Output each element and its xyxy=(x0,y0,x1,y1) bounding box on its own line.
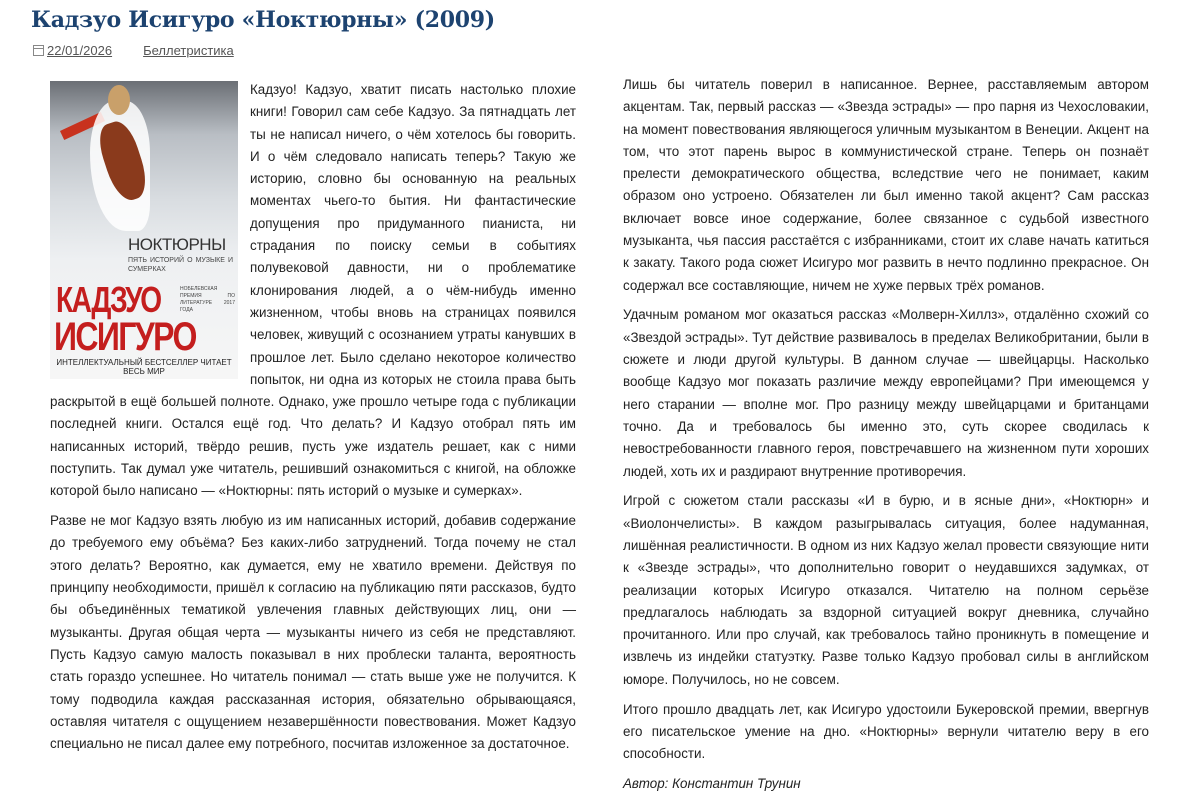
page-title: Кадзуо Исигуро «Ноктюрны» (2009) xyxy=(31,7,495,33)
paragraph: Удачным романом мог оказаться рассказ «Молверн-Хиллз», отдалённо схожий со «Звездой эстрады». Тут действие развивалось в пределах Великобритании, были в сюжете и люди другой культуры. В данном случае — швейцарцы. Насколько вообще Кадзуо мог показать различие между европейцами? При имеющемся у него старании — вполне мог. Про разницу между швейцарцами и британцами точно. Да и требовалось бы именно это, суть скорее сводилась к невостребованности главного героя, повстречавшего на жизненном пути хороших людей, хоть их и раздирают внутренние противоречия. xyxy=(623,307,1149,479)
paragraph: Кадзуо! Кадзуо, хватит писать настолько плохие книги! Говорил сам себе Кадзуо. За пятнадцать лет ты не написал ничего, о чём хотелось бы говорить. И о чём следовало написать теперь? Такую же историю, словно бы основанную на реальных моментах чьего-то бытия. Ни фантастические допущения про придуманного пианиста, ни страдания по поиску семьи в событиях полувековой давности, ни о проблематике клонирования людей, а о чём-нибудь именно жизненном, чтобы вновь на страницах появился человек, живущий с осознанием утраты канувших в прошлое лет. Было сделано некоторое количество попыток, ни одна из которых не стоила права быть раскрытой в ещё большей полноте. Однако, уже прошло четыре года с публикации последней книги. Остался ещё год. Что делать? И Кадзуо отобрал пять им написанных историй, твёрдо решив, пусть уже издатель решает, как с ними поступить. Так думал уже читатель, решивший ознакомиться с книгой, на обложке которой было написано — «Ноктюрны: пять историй о музыке и сумерках». xyxy=(50,82,576,499)
cover-tagline: ИНТЕЛЛЕКТУАЛЬНЫЙ БЕСТСЕЛЛЕР ЧИТАЕТ ВЕСЬ МИР xyxy=(56,358,232,376)
paragraph: Игрой с сюжетом стали рассказы «И в бурю, и в ясные дни», «Ноктюрн» и «Виолончелисты». В каждом разыгрывалась ситуация, более надуманная, лишённая реалистичности. В одном из них Кадзуо желал провести связующие нити к «Звезде эстрады», что дополнительно говорит о неудавшихся задумках, от реализации которых Исигуро отказался. Читателю на полном серьёзе предлагалось наблюдать за вздорной ситуацией вокруг дневника, случайно прочитанного. Или про случай, как требовалось тайно проникнуть в помещение и извлечь из индейки статуэтку. Разве только Кадзуо пробовал силы в английском юморе. Получилось, но не совсем. xyxy=(623,493,1149,687)
cover-subtitle: ПЯТЬ ИСТОРИЙ О МУЗЫКЕ И СУМЕРКАХ xyxy=(128,257,233,273)
calendar-icon xyxy=(33,45,44,56)
cover-author-first: КАДЗУО xyxy=(56,279,161,320)
article-left-column xyxy=(50,79,576,763)
author-signature: Автор: Константин Трунин xyxy=(623,775,801,791)
post-meta xyxy=(33,43,234,58)
cover-prize: НОБЕЛЕВСКАЯ ПРЕМИЯ ПО ЛИТЕРАТУРЕ 2017 ГОДА xyxy=(180,286,235,313)
book-cover-image xyxy=(50,81,238,379)
category-link[interactable]: Беллетристика xyxy=(143,43,234,58)
post-date-link[interactable]: 22/01/2026 xyxy=(47,43,113,58)
article-right-column xyxy=(623,74,1149,803)
paragraph: Лишь бы читатель поверил в написанное. Вернее, расставляемым автором акцентам. Так, первый рассказ — «Звезда эстрады» — про парня из Чехословакии, на момент повествования являющегося уличным музыкантом в Венеции. Акцент на том, что этот парень вырос в коммунистической стране. Теперь он познаёт прелести демократического общества, вследствие чего не понимает, каким образом оно устроено. Обязателен ли был именно такой акцент? Сам рассказ включает вовсе иное содержание, более связанное с судьбой известного музыканта, чья пассия расстаётся с избранниками, стоит их славе начать катиться к закату. Такого рода сюжет Исигуро мог развить в нечто подлинно прекрасное. Он содержал все составляющие, ничем не хуже первых трёх романов. xyxy=(623,77,1149,293)
paragraph: Итого прошло двадцать лет, как Исигуро удостоили Букеровской премии, ввергнув его писательское умение на дно. «Ноктюрны» вернули читателю веру в его способности. xyxy=(623,701,1149,762)
cover-author-last: ИСИГУРО xyxy=(54,315,196,359)
cover-title: НОКТЮРНЫ xyxy=(128,235,226,254)
paragraph: Разве не мог Кадзуо взять любую из им написанных историй, добавив содержание до требуемого ему объёма? Без каких-либо затруднений. Тогда почему не стал этого делать? Вероятно, как думается, ему не хватило времени. Действуя по принципу необходимости, пришёл к согласию на публикацию пяти рассказов, будто бы объединённых тематикой увлечения главных действующих лиц, они — музыканты. Другая общая черта — музыканты ничего из себя не представляют. Пусть Кадзуо самую малость показывал в них проблески таланта, вероятность стать гораздо успешнее. Но читатель понимал — стать выше уже не получится. К тому подводила каждая рассказанная история, обязательно обрывающаяся, оставляя читателя с ощущением незавершённости повествования. Может Кадзуо специально не писал далее ему потребного, посчитав изложенное за достаточное. xyxy=(50,513,576,752)
